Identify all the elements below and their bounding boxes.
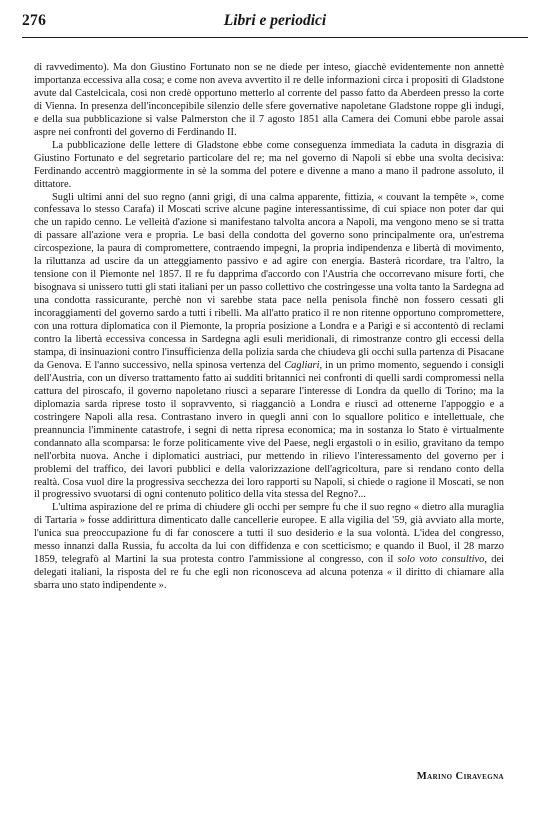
author-signature: Marino Ciravegna: [416, 771, 504, 782]
emphasis-text: solo voto consultivo: [397, 554, 485, 566]
page-header: [22, 12, 528, 34]
paragraph-text: , dei delegati italiani, la risposta del re fu che egli non riconosceva ad alcuna potenza « il diritto di chiamare alla sbarra uno stato indipendente ».: [34, 554, 504, 592]
paragraph-text: La pubblicazione delle lettere di Gladstone ebbe come conseguenza immediata la caduta in disgrazia di Giustino Fortunato e del segretario particolare del re; ma nel governo di Napoli si ebbe una svolta decisiva: Ferdinando accentrò maggiormente in sè la somma del potere e divenne a mano a mano il padrone assoluto, il dittatore.: [34, 139, 504, 190]
page-number: 276: [22, 12, 47, 29]
paragraph-text: L'ultima aspirazione del re prima di chiudere gli occhi per sempre fu che il suo regno « dietro alla muraglia di Tartaria » fosse addirittura dimenticato dalle cancellerie europee. E alla vigilia del '59, già avviato alla morte, l'unica sua preoccupazione fu di far conoscere a tutti il suo desiderio e la sua volontà. L'idea del congresso, messo innanzi dalla Russia, fu accolta da lui con diffidenza e con scetticismo; e quando il Buol, il 28 marzo 1859, telegrafò al Martini la sua protesta contro l'ammissione al congresso, con il: [34, 502, 504, 566]
paragraph: [34, 502, 504, 593]
paragraph: [34, 62, 504, 140]
paragraph-text: di ravvedimento). Ma don Giustino Fortunato non se ne diede per inteso, giacchè evidentemente non annettè importanza eccessiva alla cosa; e come non aveva avvertito il re delle informazioni circa i propositi di Gladstone avute dal Castelcicala, così non credè opportuno metterlo al corrente del passo fatto da Aberdeen presso la corte di Vienna. In presenza dell'inconcepibile silenzio delle sfere governative napoletane Gladstone roppe gli indugi, e della sua pubblicazione si valse Palmerston che il 7 agosto 1851 alla Camera dei Comuni ebbe parole assai aspre nei confronti del governo di Ferdinando II.: [34, 62, 504, 138]
paragraph: [34, 192, 504, 503]
emphasis-text: Cagliari: [284, 359, 320, 371]
header-rule: [22, 37, 528, 38]
article-body: [34, 62, 504, 593]
paragraph-text: , in un primo momento, seguendo i consigli dell'Austria, con un diverso trattamento fatto ai sudditi britannici nei confronti di quelli sardi compromessi nella cattura del piroscafo, il governo napoletano riuscì a separare l'interesse di Londra da quello di Torino; ma la diplomazia sarda riprese tosto il sopravvento, si riagganciò a Londra e riuscì ad ottenerne l'appoggio e a costringere Napoli alla resa. Contrastano invero in quegli anni con lo squallore politico e intellettuale, che preannuncia l'imminente catastrofe, i segni di netta ripresa economica; ma in sostanza lo Stato è virtualmente condannato alla scomparsa: le forze politicamente vive del Paese, negli ergastoli o in esilio, gravitano da tempo nell'orbita nuova. Anche i diplomatici austriaci, pur mettendo in rilievo l'interessamento del governo per i problemi del traffico, dei lavori pubblici e della valorizzazione dell'agricoltura, pare si rendano conto della realtà. Cosa vuol dire la progressiva secchezza dei loro rapporti su Napoli, si chiede o ragione il Moscati, se non il progressivo svuotarsi di ogni contenuto politico della vita stessa del Regno?...: [34, 359, 504, 501]
paragraph-text: Sugli ultimi anni del suo regno (anni grigi, di una calma apparente, fittizia, « couvant la tempête », come confessava lo stesso Carafa) il Moscati scrive alcune pagine interessantissime, di cui spiace non poter dar qui che un rapido cenno. Le velleità d'azione si manifestano talvolta ancora a Napoli, ma vengono meno se si tratta di passare all'azione vera e propria. Le basi della condotta del governo sono principalmente ora, un'estrema circospezione, la paura di compromettere, contraendo impegni, la propria indipendenza e libertà di movimento, la riluttanza ad uscire da un atteggiamento passivo e ad agire con energia. Basterà ricordare, tra l'altro, la tensione con il Piemonte nel 1857. Il re fu dapprima d'accordo con l'Austria che occorrevano misure forti, che bisognava si unissero tutti gli stati italiani per un passo collettivo che costringesse una volta tanto la Sardegna ad una condotta rassicurante, perchè non vi sarebbe stata pace nella penisola finchè non fossero cessati gli incoraggiamenti del governo sardo a tutti i ribelli. Ma all'atto pratico il re non ritenne opportuno compromettere, con una rottura diplomatica con il Piemonte, la propria posizione a Londra e a Parigi e si accontentò di reclami contro la libertà eccessiva concessa in Sardegna agli esuli meridionali, di rimostranze contro gli eccessi della stampa, di insinuazioni contro l'insufficienza della polizia sarda che chiudeva gli occhi sulla partenza di Pisacane da Genova. E l'anno successivo, nella spinosa vertenza del: [34, 191, 504, 371]
running-title: Libri e periodici: [223, 12, 327, 29]
paragraph: [34, 140, 504, 192]
